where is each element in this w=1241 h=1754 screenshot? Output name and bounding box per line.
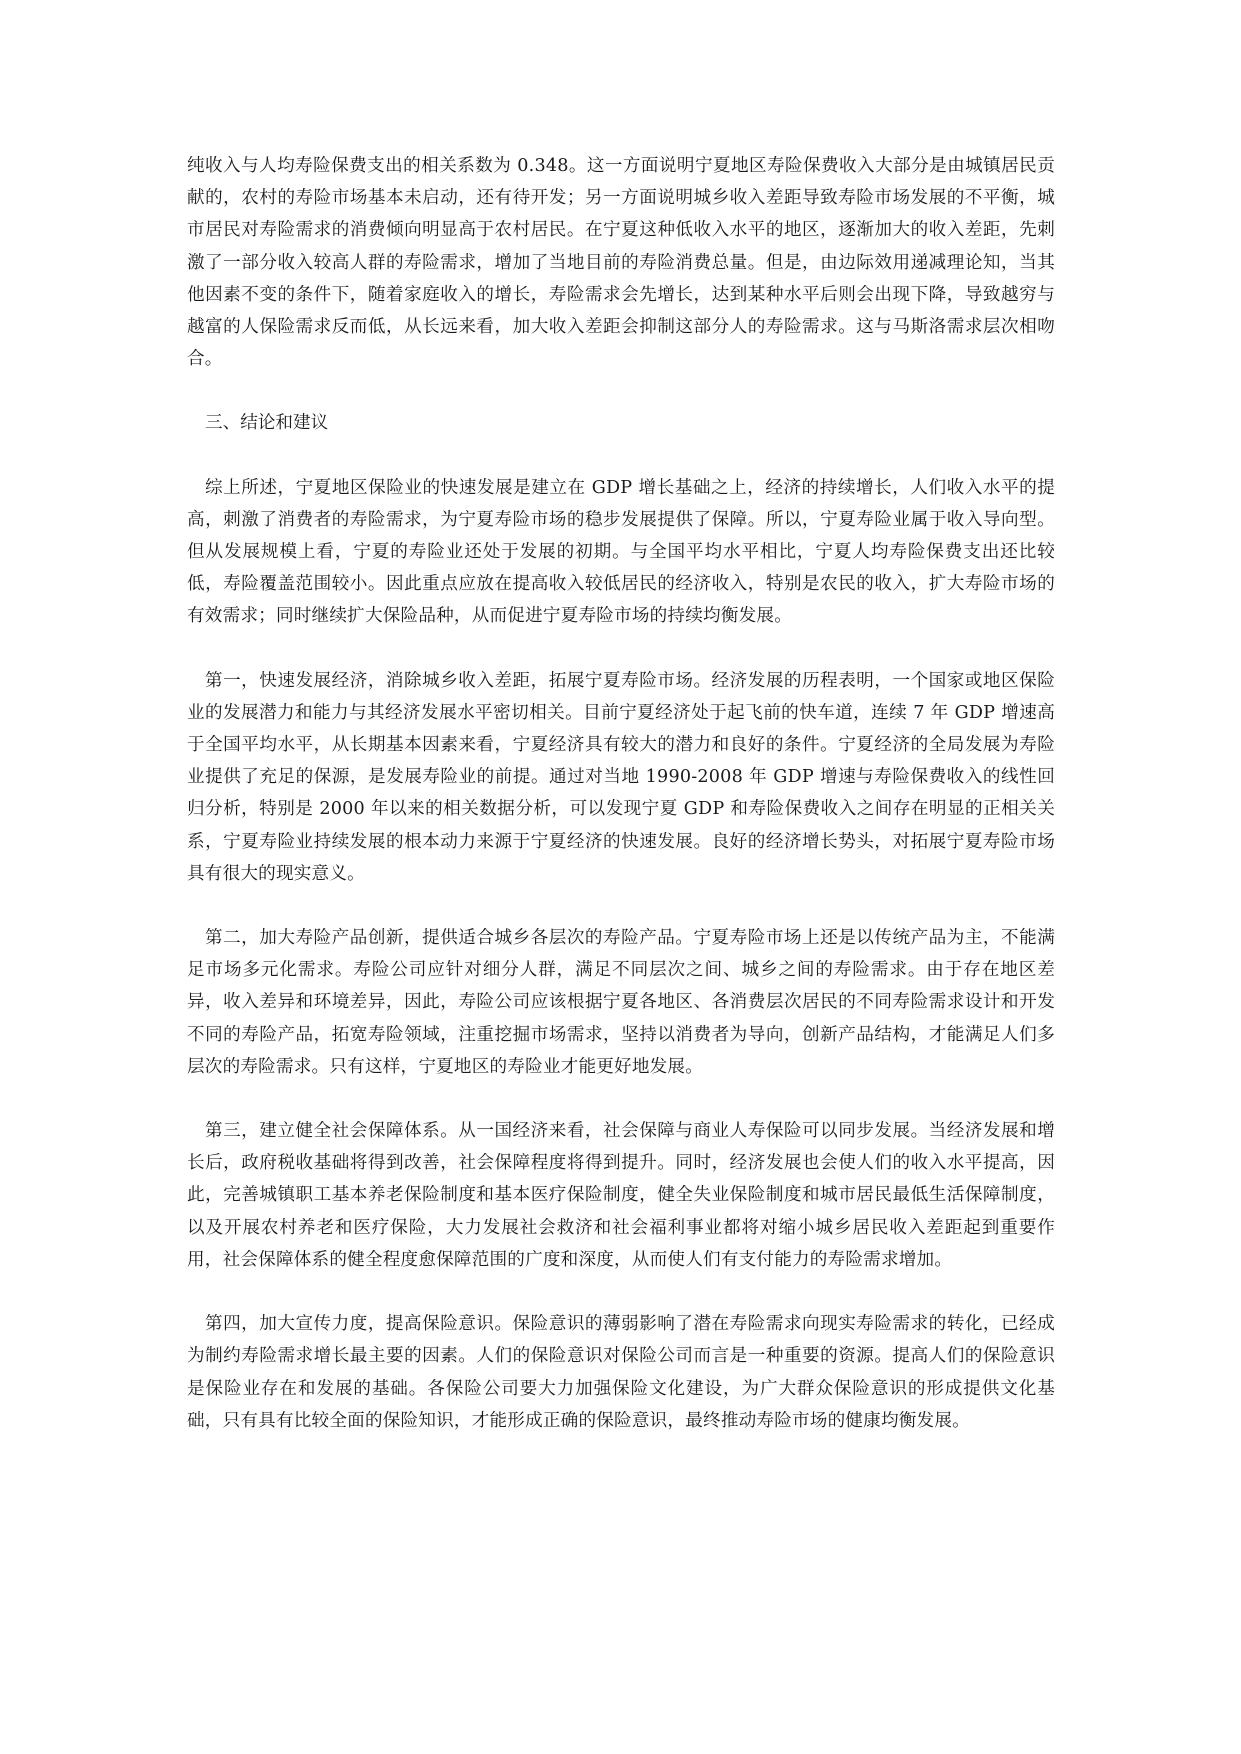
paragraph-gap [187,890,1055,922]
paragraph-gap [187,1276,1055,1308]
section-heading: 三、结论和建议 [205,413,329,434]
paragraph-continuation: 纯收入与人均寿险保费支出的相关系数为 0.348。这一方面说明宁夏地区寿险保费收入大部分是由城镇居民贡献的，农村的寿险市场基本未启动，还有待开发；另一方面说明城乡收入差距导致寿险市场发展的不平衡，城市居民对寿险需求的消费倾向明显高于农村居民。在宁夏这种低收入水平的地区，逐渐加大的收入差距，先刺激了一部分收入较高人群的寿险需求，增加了当地目前的寿险消费总量。但是，由边际效用递减理论知，当其他因素不变的条件下，随着家庭收入的增长，寿险需求会先增长，达到某种水平后则会出现下降，导致越穷与越富的人保险需求反而低，从长远来看，加大收入差距会抑制这部分人的寿险需求。这与马斯洛需求层次相吻合。 [187,156,1055,370]
paragraph-recommendation-4: 第四，加大宣传力度，提高保险意识。保险意识的薄弱影响了潜在寿险需求向现实寿险需求的转化，已经成为制约寿险需求增长最主要的因素。人们的保险意识对保险公司而言是一种重要的资源。提高人们的保险意识是保险业存在和发展的基础。各保险公司要大力加强保险文化建设，为广大群众保险意识的形成提供文化基础，只有具有比较全面的保险知识，才能形成正确的保险意识，最终推动寿险市场的健康均衡发展。 [187,1314,1055,1431]
paragraph-gap [187,440,1055,472]
document-page [187,150,1055,1437]
paragraph-recommendation-3: 第三，建立健全社会保障体系。从一国经济来看，社会保障与商业人寿保险可以同步发展。当经济发展和增长后，政府税收基础将得到改善，社会保障程度将得到提升。同时，经济发展也会使人们的收入水平提高，因此，完善城镇职工基本养老保险制度和基本医疗保险制度，健全失业保险制度和城市居民最低生活保障制度，以及开展农村养老和医疗保险，大力发展社会救济和社会福利事业都将对缩小城乡居民收入差距起到重要作用，社会保障体系的健全程度愈保障范围的广度和深度，从而使人们有支付能力的寿险需求增加。 [187,1121,1055,1270]
paragraph-summary: 综上所述，宁夏地区保险业的快速发展是建立在 GDP 增长基础之上，经济的持续增长，人们收入水平的提高，刺激了消费者的寿险需求，为宁夏寿险市场的稳步发展提供了保障。所以，宁夏寿险业属于收入导向型。但从发展规模上看，宁夏的寿险业还处于发展的初期。与全国平均水平相比，宁夏人均寿险保费支出还比较低，寿险覆盖范围较小。因此重点应放在提高收入较低居民的经济收入，特别是农民的收入，扩大寿险市场的有效需求；同时继续扩大保险品种，从而促进宁夏寿险市场的持续均衡发展。 [187,477,1055,627]
paragraph-gap [187,633,1055,665]
paragraph-gap [187,1083,1055,1115]
paragraph-recommendation-2: 第二，加大寿险产品创新，提供适合城乡各层次的寿险产品。宁夏寿险市场上还是以传统产品为主，不能满足市场多元化需求。寿险公司应针对细分人群，满足不同层次之间、城乡之间的寿险需求。由于存在地区差异，收入差异和环境差异，因此，寿险公司应该根据宁夏各地区、各消费层次居民的不同寿险需求设计和开发不同的寿险产品，拓宽寿险领域，注重挖掘市场需求，坚持以消费者为导向，创新产品结构，才能满足人们多层次的寿险需求。只有这样，宁夏地区的寿险业才能更好地发展。 [187,928,1055,1077]
paragraph-gap [187,375,1055,407]
paragraph-recommendation-1: 第一，快速发展经济，消除城乡收入差距，拓展宁夏寿险市场。经济发展的历程表明，一个国家或地区保险业的发展潜力和能力与其经济发展水平密切相关。目前宁夏经济处于起飞前的快车道，连续 7 年 GDP 增速高于全国平均水平，从长期基本因素来看，宁夏经济具有较大的潜力和良好的条件。宁夏经济的全局发展为寿险业提供了充足的保源，是发展寿险业的前提。通过对当地 1990-2008 年 GDP 增速与寿险保费收入的线性回归分析，特别是 2000 年以来的相关数据分析，可以发现宁夏 GDP 和寿险保费收入之间存在明显的正相关关系，宁夏寿险业持续发展的根本动力来源于宁夏经济的快速发展。良好的经济增长势头，对拓展宁夏寿险市场具有很大的现实意义。 [187,670,1055,884]
